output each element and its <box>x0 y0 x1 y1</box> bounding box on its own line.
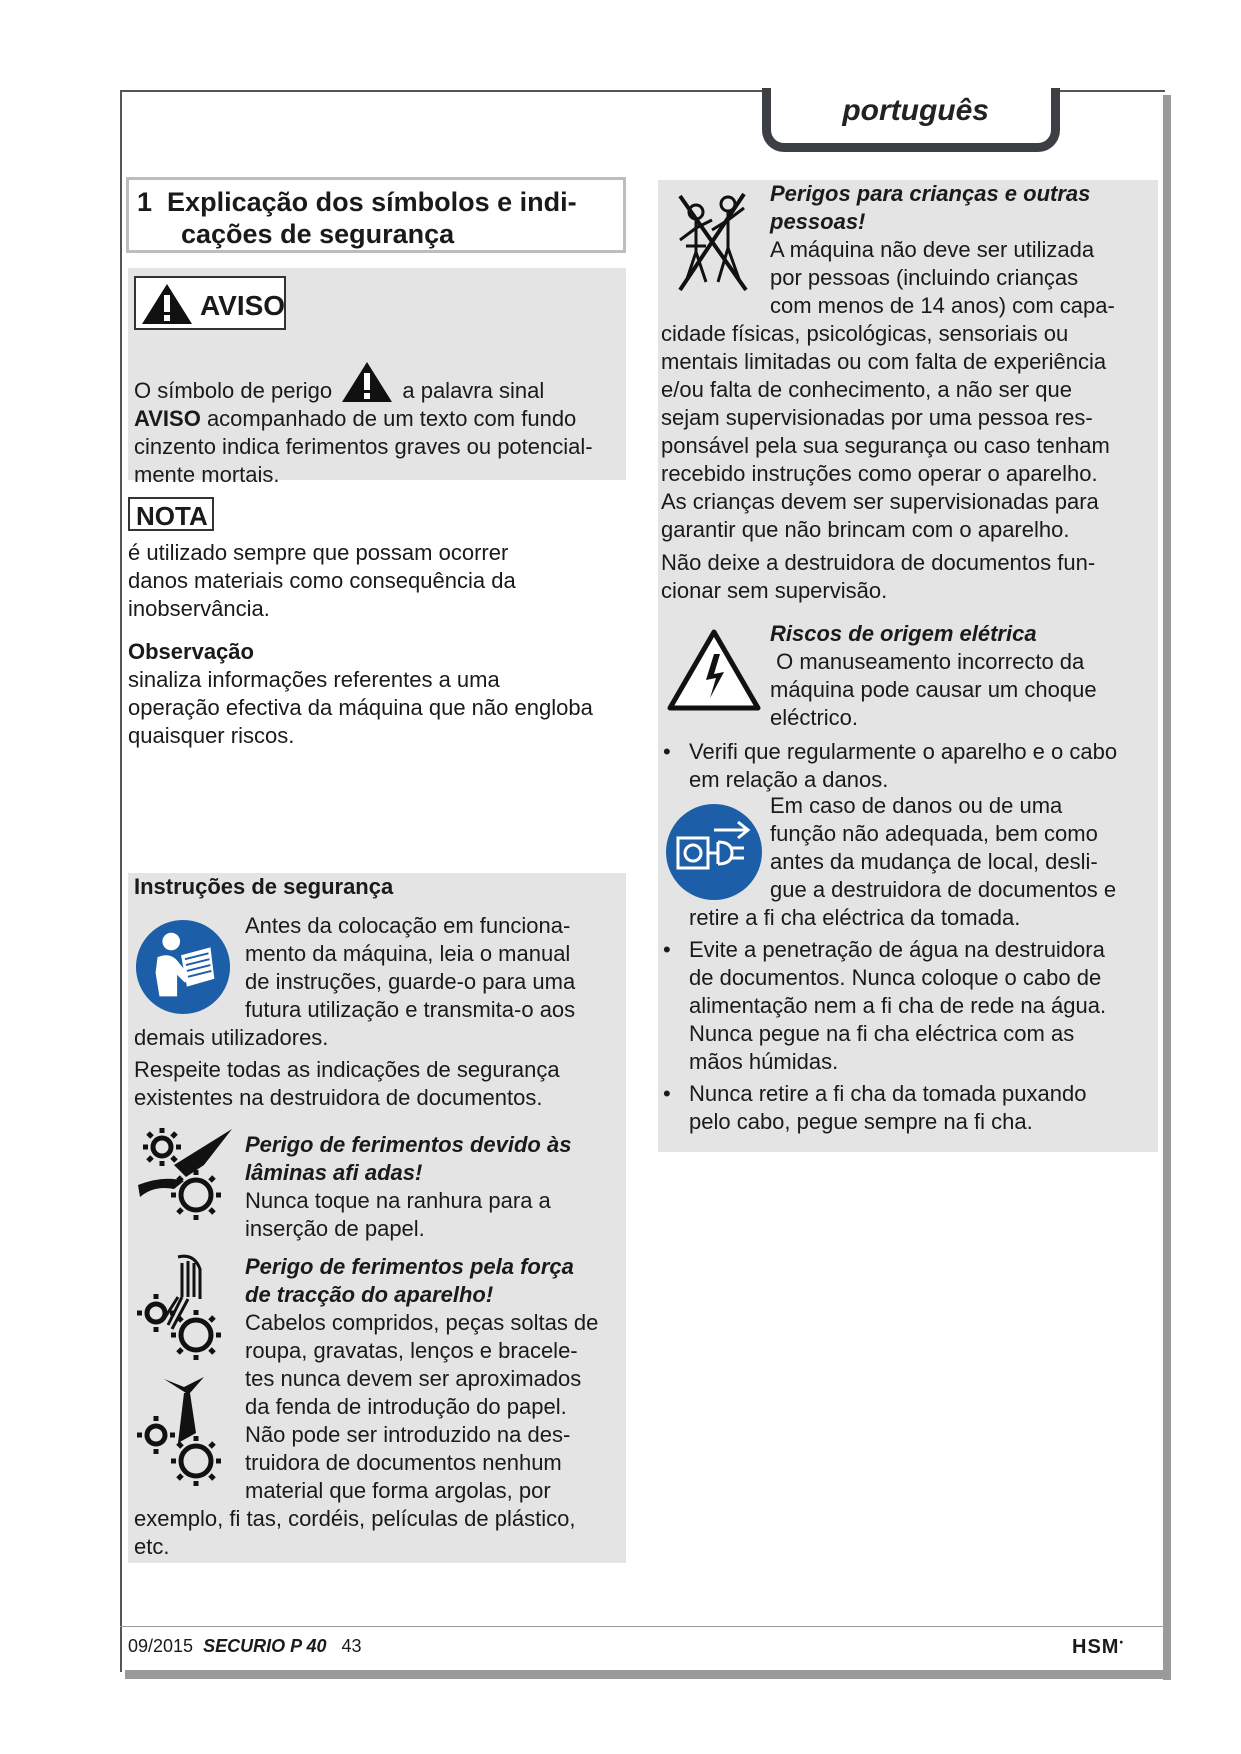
text-line: eléctrico. <box>770 705 859 730</box>
list-item <box>689 1080 1159 1136</box>
observation-block <box>128 638 638 750</box>
text-line: mentais limitadas ou com falta de experiência <box>661 349 1107 374</box>
note-text-line: inobservância. <box>128 596 270 621</box>
warning-triangle-icon <box>340 360 394 404</box>
note-label-box <box>128 497 214 531</box>
text-line: de instruções, guarde-o para uma <box>245 969 576 994</box>
text-line: retire a fi cha eléctrica da tomada. <box>689 905 1021 930</box>
text-line: roupa, gravatas, lenços e bracele- <box>245 1338 578 1363</box>
text-line: etc. <box>134 1534 170 1559</box>
language-label: português <box>842 94 989 127</box>
hazard-title: Perigo de ferimentos devido às <box>245 1132 572 1157</box>
text-line: inserção de papel. <box>245 1216 425 1241</box>
electric-hazard-text <box>770 620 1155 732</box>
text-line: pelo cabo, pegue sempre na fi cha. <box>689 1109 1033 1134</box>
text-line: garantir que não brincam com o aparelho. <box>661 517 1070 542</box>
text-line: Nunca toque na ranhura para a <box>245 1188 551 1213</box>
section-title-line2: cações de segurança <box>181 219 455 249</box>
warning-text-line: acompanhado de um texto com fundo <box>200 406 577 431</box>
text-line: mento da máquina, leia o manual <box>245 941 571 966</box>
hazard-title: pessoas! <box>770 209 866 234</box>
warning-text-line: O símbolo de perigo <box>134 378 333 403</box>
note-text <box>128 539 628 623</box>
text-line: cidade físicas, psicológicas, sensoriais ou <box>661 321 1069 346</box>
children-prohibited-icon <box>670 190 754 294</box>
electric-hazard-icon <box>666 628 762 712</box>
text-line: O manuseamento incorrecto da <box>770 649 1085 674</box>
text-line: exemplo, fi tas, cordéis, películas de plástico, <box>134 1506 576 1531</box>
text-line: e/ou falta de conhecimento, a não ser que <box>661 377 1072 402</box>
footer-model: SECURIO P 40 <box>203 1636 327 1656</box>
section-number: 1 <box>137 187 153 217</box>
text-line: demais utilizadores. <box>134 1025 329 1050</box>
warning-label-box <box>134 276 286 330</box>
text-line: As crianças devem ser supervisionadas para <box>661 489 1099 514</box>
text-line: alimentação nem a fi cha de rede na água. <box>689 993 1107 1018</box>
footer-divider <box>120 1626 1163 1627</box>
list-item <box>689 936 1159 1076</box>
text-line: Em caso de danos ou de uma <box>770 793 1063 818</box>
children-hazard-text <box>770 180 1155 320</box>
text-line: em relação a danos. <box>689 767 889 792</box>
text-line: Não pode ser introduzido na des- <box>245 1422 571 1447</box>
footer-date: 09/2015 <box>128 1636 194 1656</box>
observation-text-line: operação efectiva da máquina que não engloba <box>128 695 593 720</box>
list-item <box>689 738 1159 794</box>
text-line: Antes da colocação em funciona- <box>245 913 571 938</box>
text-line: função não adequada, bem como <box>770 821 1098 846</box>
note-text-line: é utilizado sempre que possam ocorrer <box>128 540 509 565</box>
manual-text <box>245 912 625 1024</box>
warning-text-line: mente mortais. <box>134 462 280 487</box>
warning-label: AVISO <box>200 290 286 321</box>
blade-hazard-text <box>245 1131 625 1243</box>
section-title-line1: Explicação dos símbolos e indi- <box>167 187 577 217</box>
note-text-line: danos materiais como consequência da <box>128 568 516 593</box>
hazard-title: de tracção do aparelho! <box>245 1282 494 1307</box>
text-line: de documentos. Nunca coloque o cabo de <box>689 965 1102 990</box>
language-tab <box>762 88 1060 152</box>
hair-entanglement-icon <box>134 1253 234 1363</box>
text-line: da fenda de introdução do papel. <box>245 1394 567 1419</box>
text-line: • Verifi que regularmente o aparelho e o cabo <box>689 739 1118 764</box>
hazard-title: lâminas afi adas! <box>245 1160 423 1185</box>
section-title <box>126 177 626 253</box>
blade-hazard-icon <box>134 1125 234 1225</box>
traction-hazard-text <box>245 1253 630 1505</box>
brand-logo-text: HSM <box>1072 1636 1120 1658</box>
text-line: cionar sem supervisão. <box>661 578 888 603</box>
text-line: Não deixe a destruidora de documentos fun- <box>661 550 1096 575</box>
hazard-title: Riscos de origem elétrica <box>770 621 1037 646</box>
warning-triangle-icon <box>140 282 194 326</box>
frame-shadow <box>1163 95 1171 1680</box>
tie-entanglement-icon <box>134 1373 234 1493</box>
text-line: material que forma argolas, por <box>245 1478 551 1503</box>
text-line: antes da mudança de local, desli- <box>770 849 1098 874</box>
warning-text-line: a palavra sinal <box>402 378 545 403</box>
text-line: futura utilização e transmita-o aos <box>245 997 576 1022</box>
text-line: gue a destruidora de documentos e <box>770 877 1117 902</box>
text-line: com menos de 14 anos) com capa- <box>770 293 1115 318</box>
text-line: Cabelos compridos, peças soltas de <box>245 1310 599 1335</box>
text-line: recebido instruções como operar o aparelho. <box>661 461 1098 486</box>
text-line: Nunca pegue na fi cha eléctrica com as <box>689 1021 1075 1046</box>
footer <box>128 1636 362 1657</box>
warning-signal-word: AVISO <box>134 406 201 431</box>
frame-shadow <box>125 1670 1171 1679</box>
warning-box <box>128 268 626 487</box>
text-line: sejam supervisionadas por uma pessoa res- <box>661 405 1093 430</box>
text-line: máquina pode causar um choque <box>770 677 1097 702</box>
text-line: truidora de documentos nenhum <box>245 1450 562 1475</box>
safety-instructions-title: Instruções de segurança <box>134 874 394 899</box>
text-line: • Nunca retire a fi cha da tomada puxando <box>689 1081 1087 1106</box>
hazard-title: Perigos para crianças e outras <box>770 181 1091 206</box>
text-line: Respeite todas as indicações de segurança <box>134 1057 560 1082</box>
safety-instructions-box <box>128 873 626 1563</box>
observation-text-line: quaisquer riscos. <box>128 723 295 748</box>
text-line: por pessoas (incluindo crianças <box>770 265 1079 290</box>
disconnect-plug-icon <box>664 802 764 902</box>
text-line: ponsável pela sua segurança ou caso tenham <box>661 433 1110 458</box>
brand-logo: HSM• <box>1072 1636 1124 1658</box>
read-manual-icon <box>134 918 232 1016</box>
right-safety-box <box>658 180 1158 1152</box>
disconnect-text <box>770 792 1155 904</box>
note-label: NOTA <box>136 501 208 531</box>
observation-title: Observação <box>128 639 254 664</box>
warning-text <box>134 360 624 489</box>
observation-text-line: sinaliza informações referentes a uma <box>128 667 500 692</box>
warning-text-line: cinzento indica ferimentos graves ou potencial- <box>134 434 593 459</box>
text-line: mãos húmidas. <box>689 1049 839 1074</box>
text-line: existentes na destruidora de documentos. <box>134 1085 543 1110</box>
footer-page-number: 43 <box>341 1636 362 1656</box>
text-line: tes nunca devem ser aproximados <box>245 1366 582 1391</box>
hazard-title: Perigo de ferimentos pela força <box>245 1254 574 1279</box>
text-line: • Evite a penetração de água na destruidora <box>689 937 1105 962</box>
text-line: A máquina não deve ser utilizada <box>770 237 1095 262</box>
